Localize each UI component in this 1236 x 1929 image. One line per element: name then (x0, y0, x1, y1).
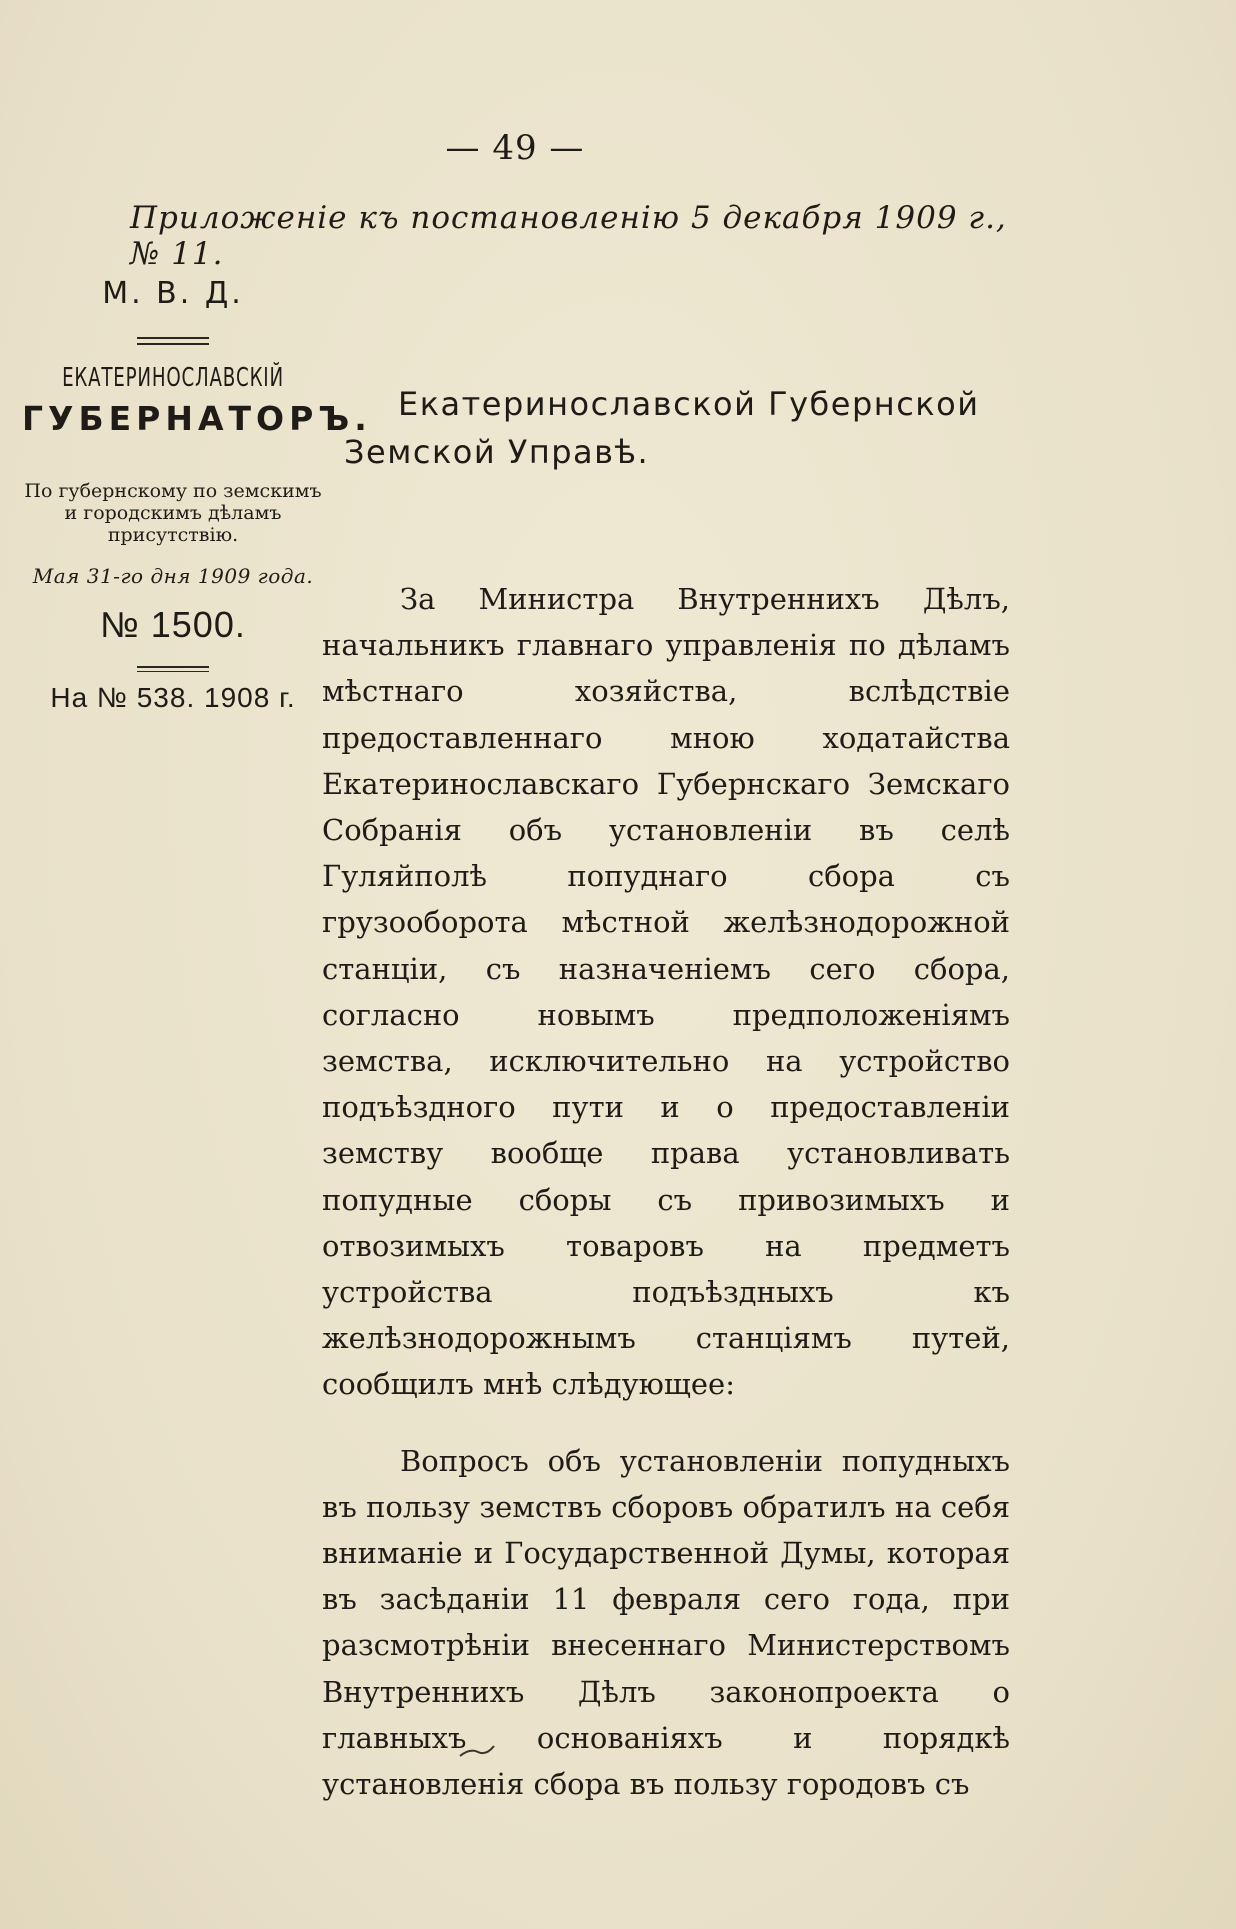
appendix-note: Приложенiе къ постановленiю 5 декабря 1909 г., № 11. (130, 200, 1007, 272)
letter-body (322, 576, 1010, 1807)
body-paragraph: Вопросъ объ установленiи попудныхъ въ пользу земствъ сборовъ обратилъ на себя вниманiе и Государственной Думы, которая въ засѣданiи 11 февраля сего года, при разсмотрѣнiи внесеннаго Министерствомъ Внутреннихъ Дѣлъ законопроекта о главныхъ основанiяхъ и порядкѣ установленiя сбора въ пользу городовъ съ (322, 1443, 1010, 1802)
department-name: По губернскому по земскимъ и городскимъ дѣламъ присутствiю. (24, 480, 322, 546)
document-number: № 1500. (100, 604, 246, 645)
divider (137, 666, 209, 672)
sender-block (22, 270, 372, 714)
recipient-line-1: Екатеринославской Губернской (398, 385, 980, 423)
letter-date: Мая 31-го дня 1909 года. (32, 564, 314, 588)
reference-number: На № 538. 1908 г. (50, 682, 296, 713)
ministry-abbreviation: М. В. Д. (102, 276, 244, 311)
page-number: — 49 — (445, 128, 585, 168)
recipient-block (344, 380, 1024, 476)
divider (137, 337, 209, 345)
pencil-mark (458, 1742, 498, 1762)
governorate-name: ЕКАТЕРИНОСЛАВСКIЙ (62, 363, 284, 393)
body-paragraph: За Министра Внутреннихъ Дѣлъ, начальникъ главнаго управленiя по дѣламъ мѣстнаго хозяйства, вслѣдствiе предоставленнаго мною ходатайства Екатеринославскаго Губернскаго Земскаго Собранiя объ установленiи въ селѣ Гуляйполѣ попуднаго сбора съ грузооборота мѣстной желѣзнодорожной станцiи, съ назначенiемъ сего сбора, согласно новымъ предположенiямъ земства, исключительно на устройство подъѣздного пути и о предоставленiи земству вообще права установливать попудные сборы съ привозимыхъ и отвозимыхъ товаровъ на предметъ устройства подъѣздныхъ къ желѣзнодорожнымъ станцiямъ путей, сообщилъ мнѣ слѣдующее: (322, 582, 1010, 1402)
recipient-line-2: Земской Управѣ. (344, 433, 650, 471)
sender-title: ГУБЕРНАТОРЪ. (22, 399, 372, 438)
